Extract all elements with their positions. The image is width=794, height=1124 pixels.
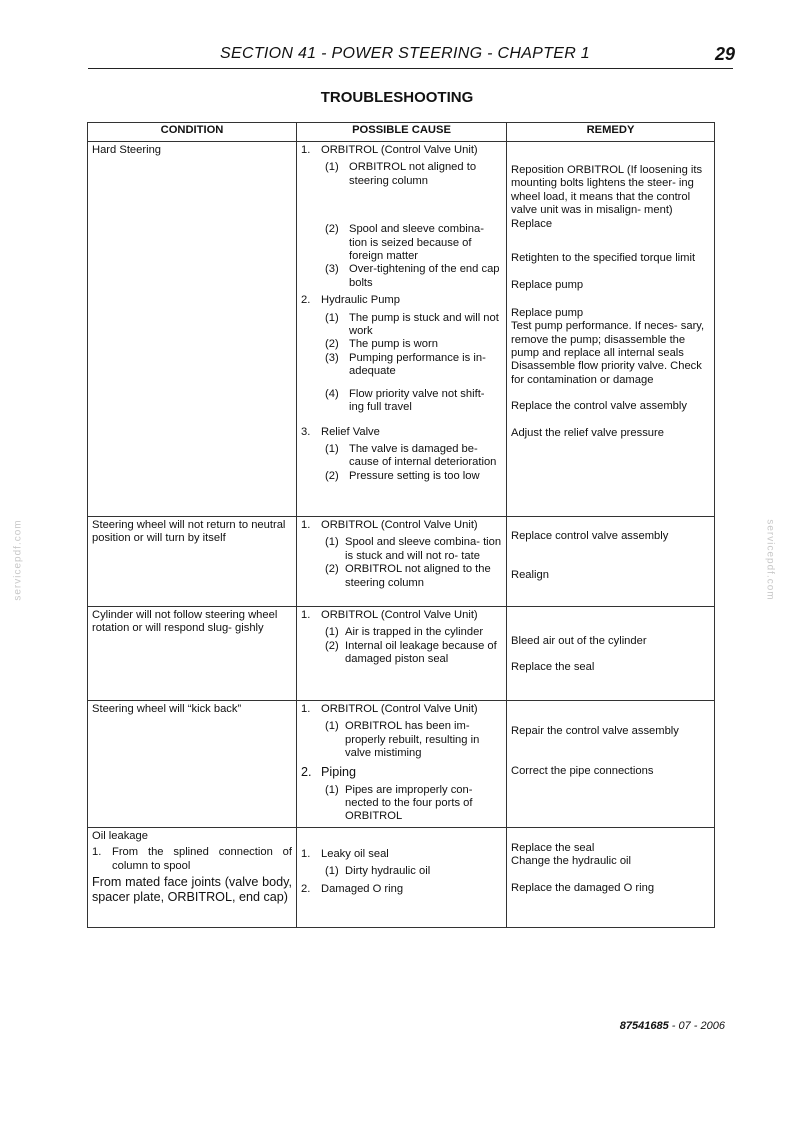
item-number: 1. — [301, 609, 311, 621]
condition-item-text: From mated face joints (valve body, spacer plate, ORBITROL, end cap) — [92, 875, 292, 905]
sub-cause — [325, 865, 502, 878]
cause-cell — [297, 142, 507, 517]
sub-number: (2) — [325, 338, 339, 351]
sub-cause — [325, 388, 502, 415]
item-number: 2. — [301, 294, 311, 307]
sub-text: Spool and sleeve combina- tion is stuck and will not ro- tate — [345, 536, 502, 562]
remedy-text: Replace the seal — [511, 661, 595, 674]
cause-text: Piping — [321, 764, 357, 779]
cause-text: Leaky oil seal — [321, 848, 389, 860]
sub-cause — [325, 352, 502, 379]
remedy-text: Bleed air out of the cylinder — [511, 635, 647, 647]
cause-item — [301, 848, 502, 861]
item-number: 1. — [301, 703, 311, 715]
sub-text: The pump is stuck and will not work — [349, 311, 499, 338]
remedy-cell — [507, 517, 715, 607]
cause-text: Relief Valve — [321, 425, 380, 438]
cause-item — [301, 144, 502, 157]
sub-cause — [325, 161, 502, 188]
cause-item — [301, 519, 502, 532]
sub-number: (1) — [325, 626, 339, 639]
cause-item — [301, 609, 502, 622]
sub-number: (1) — [325, 311, 339, 324]
table-row — [88, 517, 715, 607]
sub-text: Over-tightening of the end cap bolts — [349, 263, 500, 289]
watermark-right: servicepdf.com — [764, 519, 776, 601]
remedy-text: Disassemble flow priority valve. Check for contamination or damage — [511, 360, 702, 386]
sub-text: The pump is worn — [349, 338, 438, 351]
sub-cause — [325, 338, 502, 351]
sub-number: (3) — [325, 351, 339, 364]
sub-cause — [325, 563, 502, 590]
condition-item — [92, 846, 292, 873]
condition-text: Hard Steering — [92, 144, 162, 156]
remedy-text: Replace control valve assembly — [511, 530, 669, 542]
sub-number: (2) — [325, 639, 339, 652]
doc-date: - 07 - 2006 — [668, 1020, 725, 1032]
remedy-text: Test pump performance. If neces- sary, remove the pump; disassemble the pump and replace all internal seals — [511, 320, 705, 360]
sub-number: (3) — [325, 263, 339, 276]
page-number: 29 — [714, 44, 735, 64]
sub-text: ORBITROL not aligned to steering column — [349, 161, 477, 187]
sub-number: (2) — [325, 563, 339, 576]
sub-text: Spool and sleeve combina- tion is seized because of foreign matter — [349, 223, 484, 263]
sub-text: ORBITROL not aligned to the steering column — [345, 563, 491, 589]
item-number: 2. — [301, 882, 311, 895]
remedy-text: Replace pump — [511, 279, 584, 292]
cause-cell — [297, 701, 507, 828]
condition-text: Steering wheel will not return to neutral position or will turn by itself — [92, 519, 286, 545]
remedy-text: Correct the pipe connections — [511, 765, 654, 778]
remedy-text: Adjust the relief valve pressure — [511, 426, 664, 439]
sub-text: Pressure setting is too low — [349, 469, 480, 482]
document-footer — [555, 1020, 725, 1032]
table-row — [88, 607, 715, 701]
sub-text: Pumping performance is in- adequate — [349, 351, 486, 378]
remedy-text: Change the hydraulic oil — [511, 855, 632, 868]
remedy-text: Reposition ORBITROL (If loosening its mounting bolts lightens the steer- ing wheel load, it means that the control valve unit was in misalign- ment) — [511, 164, 703, 217]
section-header: SECTION 41 - POWER STEERING - CHAPTER 1 — [220, 45, 590, 62]
item-number: 1. — [301, 144, 311, 156]
header-rule — [88, 68, 733, 69]
header-condition: CONDITION — [88, 123, 297, 142]
sub-cause — [325, 312, 502, 339]
cause-cell — [297, 517, 507, 607]
cause-item — [301, 883, 502, 896]
item-number: 1. — [92, 846, 102, 859]
sub-number: (1) — [325, 783, 339, 796]
condition-cell — [88, 607, 297, 701]
cause-item — [301, 703, 502, 716]
cause-item — [301, 294, 502, 307]
remedy-cell — [507, 701, 715, 828]
sub-cause — [325, 263, 502, 290]
sub-text: ORBITROL has been im- properly rebuilt, resulting in valve mistiming — [345, 720, 480, 760]
sub-number: (1) — [325, 720, 339, 733]
watermark-left: servicepdf.com — [12, 519, 24, 601]
cause-text: ORBITROL (Control Valve Unit) — [321, 609, 478, 621]
header-possible-cause: POSSIBLE CAUSE — [297, 123, 507, 142]
remedy-cell — [507, 142, 715, 517]
sub-cause — [325, 784, 502, 824]
remedy-text: Replace pump — [511, 306, 584, 319]
condition-cell — [88, 517, 297, 607]
cause-text: ORBITROL (Control Valve Unit) — [321, 703, 478, 715]
cause-text: Hydraulic Pump — [321, 294, 400, 307]
sub-number: (2) — [325, 223, 339, 236]
sub-cause — [325, 223, 502, 263]
remedy-text: Replace the seal — [511, 842, 595, 854]
doc-number: 87541685 — [619, 1020, 669, 1032]
cause-text: Damaged O ring — [321, 882, 404, 895]
condition-text: Oil leakage — [92, 830, 148, 842]
remedy-text: Replace the control valve assembly — [511, 400, 687, 413]
condition-cell — [88, 701, 297, 828]
sub-text: Pipes are improperly con- nected to the four ports of ORBITROL — [345, 783, 473, 823]
table-header-row — [88, 123, 715, 142]
condition-text: Steering wheel will “kick back” — [92, 703, 242, 715]
sub-number: (1) — [325, 536, 339, 549]
page-title: TROUBLESHOOTING — [320, 89, 474, 106]
sub-text: Flow priority valve not shift- ing full travel — [349, 387, 485, 414]
condition-cell — [88, 142, 297, 517]
remedy-cell — [507, 607, 715, 701]
cause-cell — [297, 828, 507, 928]
item-number: 3. — [301, 425, 311, 438]
sub-text: Air is trapped in the cylinder — [345, 626, 484, 639]
condition-item-text: From the splined connection of column to spool — [112, 846, 292, 872]
item-number: 2. — [301, 764, 312, 779]
sub-number: (4) — [325, 387, 339, 400]
table-row — [88, 701, 715, 828]
remedy-text: Replace — [511, 217, 553, 230]
condition-text: Cylinder will not follow steering wheel rotation or will respond slug- gishly — [92, 609, 278, 635]
table-row — [88, 828, 715, 928]
sub-number: (2) — [325, 469, 339, 482]
sub-cause — [325, 640, 502, 667]
remedy-text: Repair the control valve assembly — [511, 725, 679, 737]
cause-text: ORBITROL (Control Valve Unit) — [321, 519, 478, 531]
item-number: 1. — [301, 848, 311, 860]
sub-number: (1) — [325, 161, 339, 174]
sub-cause — [325, 720, 502, 760]
remedy-text: Replace the damaged O ring — [511, 881, 655, 894]
header-remedy: REMEDY — [507, 123, 715, 142]
sub-cause — [325, 626, 502, 639]
sub-cause — [325, 536, 502, 563]
cause-item — [301, 765, 502, 780]
troubleshooting-table — [87, 122, 715, 928]
sub-cause — [325, 470, 502, 483]
cause-text: ORBITROL (Control Valve Unit) — [321, 144, 478, 156]
remedy-text: Realign — [511, 569, 549, 582]
cause-cell — [297, 607, 507, 701]
cause-item — [301, 426, 502, 439]
sub-text: Internal oil leakage because of damaged piston seal — [345, 639, 497, 666]
sub-number: (1) — [325, 442, 339, 455]
sub-text: The valve is damaged be- cause of internal deterioration — [349, 442, 497, 469]
remedy-text: Retighten to the specified torque limit — [511, 252, 696, 265]
sub-text: Dirty hydraulic oil — [345, 865, 431, 878]
sub-number: (1) — [325, 865, 339, 878]
table-row — [88, 142, 715, 517]
condition-cell — [88, 828, 297, 928]
item-number: 1. — [301, 519, 311, 531]
sub-cause — [325, 443, 502, 470]
remedy-cell — [507, 828, 715, 928]
